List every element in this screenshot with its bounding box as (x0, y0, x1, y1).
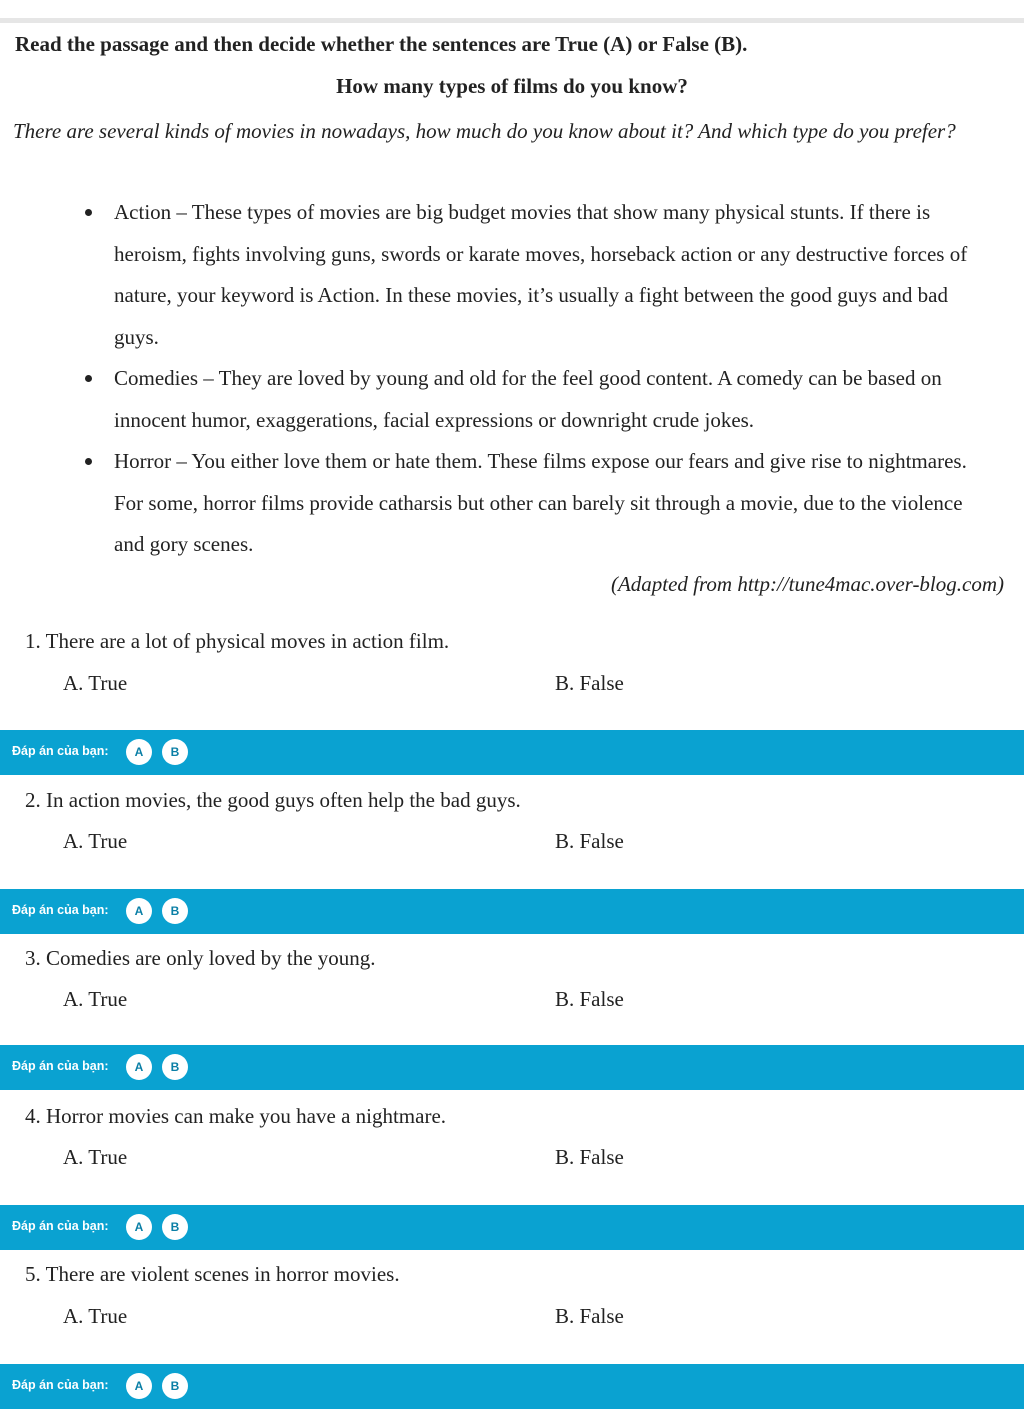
question-4-option-a: A. True (63, 1145, 128, 1169)
answer-label: Đáp án của bạn: (12, 744, 109, 758)
question-2-option-a: A. True (63, 829, 128, 853)
question-4-option-b: B. False (555, 1145, 624, 1169)
bullet-dot (85, 458, 92, 465)
question-3-text: 3. Comedies are only loved by the young. (25, 946, 376, 970)
answer-label: Đáp án của bạn: (12, 1219, 109, 1233)
answer-4-a-button[interactable]: A (126, 1214, 152, 1240)
question-3-option-a: A. True (63, 987, 128, 1011)
question-5-option-b: B. False (555, 1304, 624, 1328)
answer-bar-1 (0, 730, 1024, 775)
film-types-list (74, 192, 994, 566)
question-2-text: 2. In action movies, the good guys often help the bad guys. (25, 788, 521, 812)
question-1-text: 1. There are a lot of physical moves in action film. (25, 629, 450, 653)
list-item-text: Horror – You either love them or hate them. These films expose our fears and give rise to nightmares. For some, horror films provide catharsis but other can barely sit through a movie, due to the violence and gory scenes. (114, 449, 967, 556)
answer-3-b-button[interactable]: B (162, 1054, 188, 1080)
top-divider (0, 18, 1024, 23)
answer-label: Đáp án của bạn: (12, 1378, 109, 1392)
list-item-action (74, 192, 994, 358)
question-5-option-a: A. True (63, 1304, 128, 1328)
answer-2-b-button[interactable]: B (162, 898, 188, 924)
list-item-text: Comedies – They are loved by young and old for the feel good content. A comedy can be based on innocent humor, exaggerations, facial expressions or downright crude jokes. (114, 366, 942, 432)
answer-label: Đáp án của bạn: (12, 903, 109, 917)
list-item-horror (74, 441, 994, 566)
question-4-text: 4. Horror movies can make you have a nightmare. (25, 1104, 447, 1128)
question-2-option-b: B. False (555, 829, 624, 853)
answer-bar-4 (0, 1205, 1024, 1250)
answer-1-a-button[interactable]: A (126, 739, 152, 765)
question-1-option-b: B. False (555, 671, 624, 695)
instruction-text: Read the passage and then decide whether the sentences are True (A) or False (B). (15, 32, 748, 56)
answer-label: Đáp án của bạn: (12, 1059, 109, 1073)
answer-2-a-button[interactable]: A (126, 898, 152, 924)
list-item-comedies (74, 358, 994, 441)
question-1-option-a: A. True (63, 671, 128, 695)
source-citation: (Adapted from http://tune4mac.over-blog.com) (610, 572, 1004, 596)
bullet-dot (85, 375, 92, 382)
passage-title: How many types of films do you know? (336, 74, 688, 98)
question-3-option-b: B. False (555, 987, 624, 1011)
answer-bar-2 (0, 889, 1024, 934)
answer-3-a-button[interactable]: A (126, 1054, 152, 1080)
answer-bar-3 (0, 1045, 1024, 1090)
list-item-text: Action – These types of movies are big budget movies that show many physical stunts. If there is heroism, fights involving guns, swords or karate moves, horseback action or any destructive forces of nature, your keyword is Action. In these movies, it’s usually a fight between the good guys and bad guys. (114, 200, 968, 349)
answer-bar-5 (0, 1364, 1024, 1409)
answer-4-b-button[interactable]: B (162, 1214, 188, 1240)
passage-intro: There are several kinds of movies in nowadays, how much do you know about it? And which type do you prefer? (13, 119, 956, 143)
bullet-dot (85, 209, 92, 216)
answer-5-a-button[interactable]: A (126, 1373, 152, 1399)
answer-5-b-button[interactable]: B (162, 1373, 188, 1399)
answer-1-b-button[interactable]: B (162, 739, 188, 765)
question-5-text: 5. There are violent scenes in horror movies. (25, 1262, 400, 1286)
